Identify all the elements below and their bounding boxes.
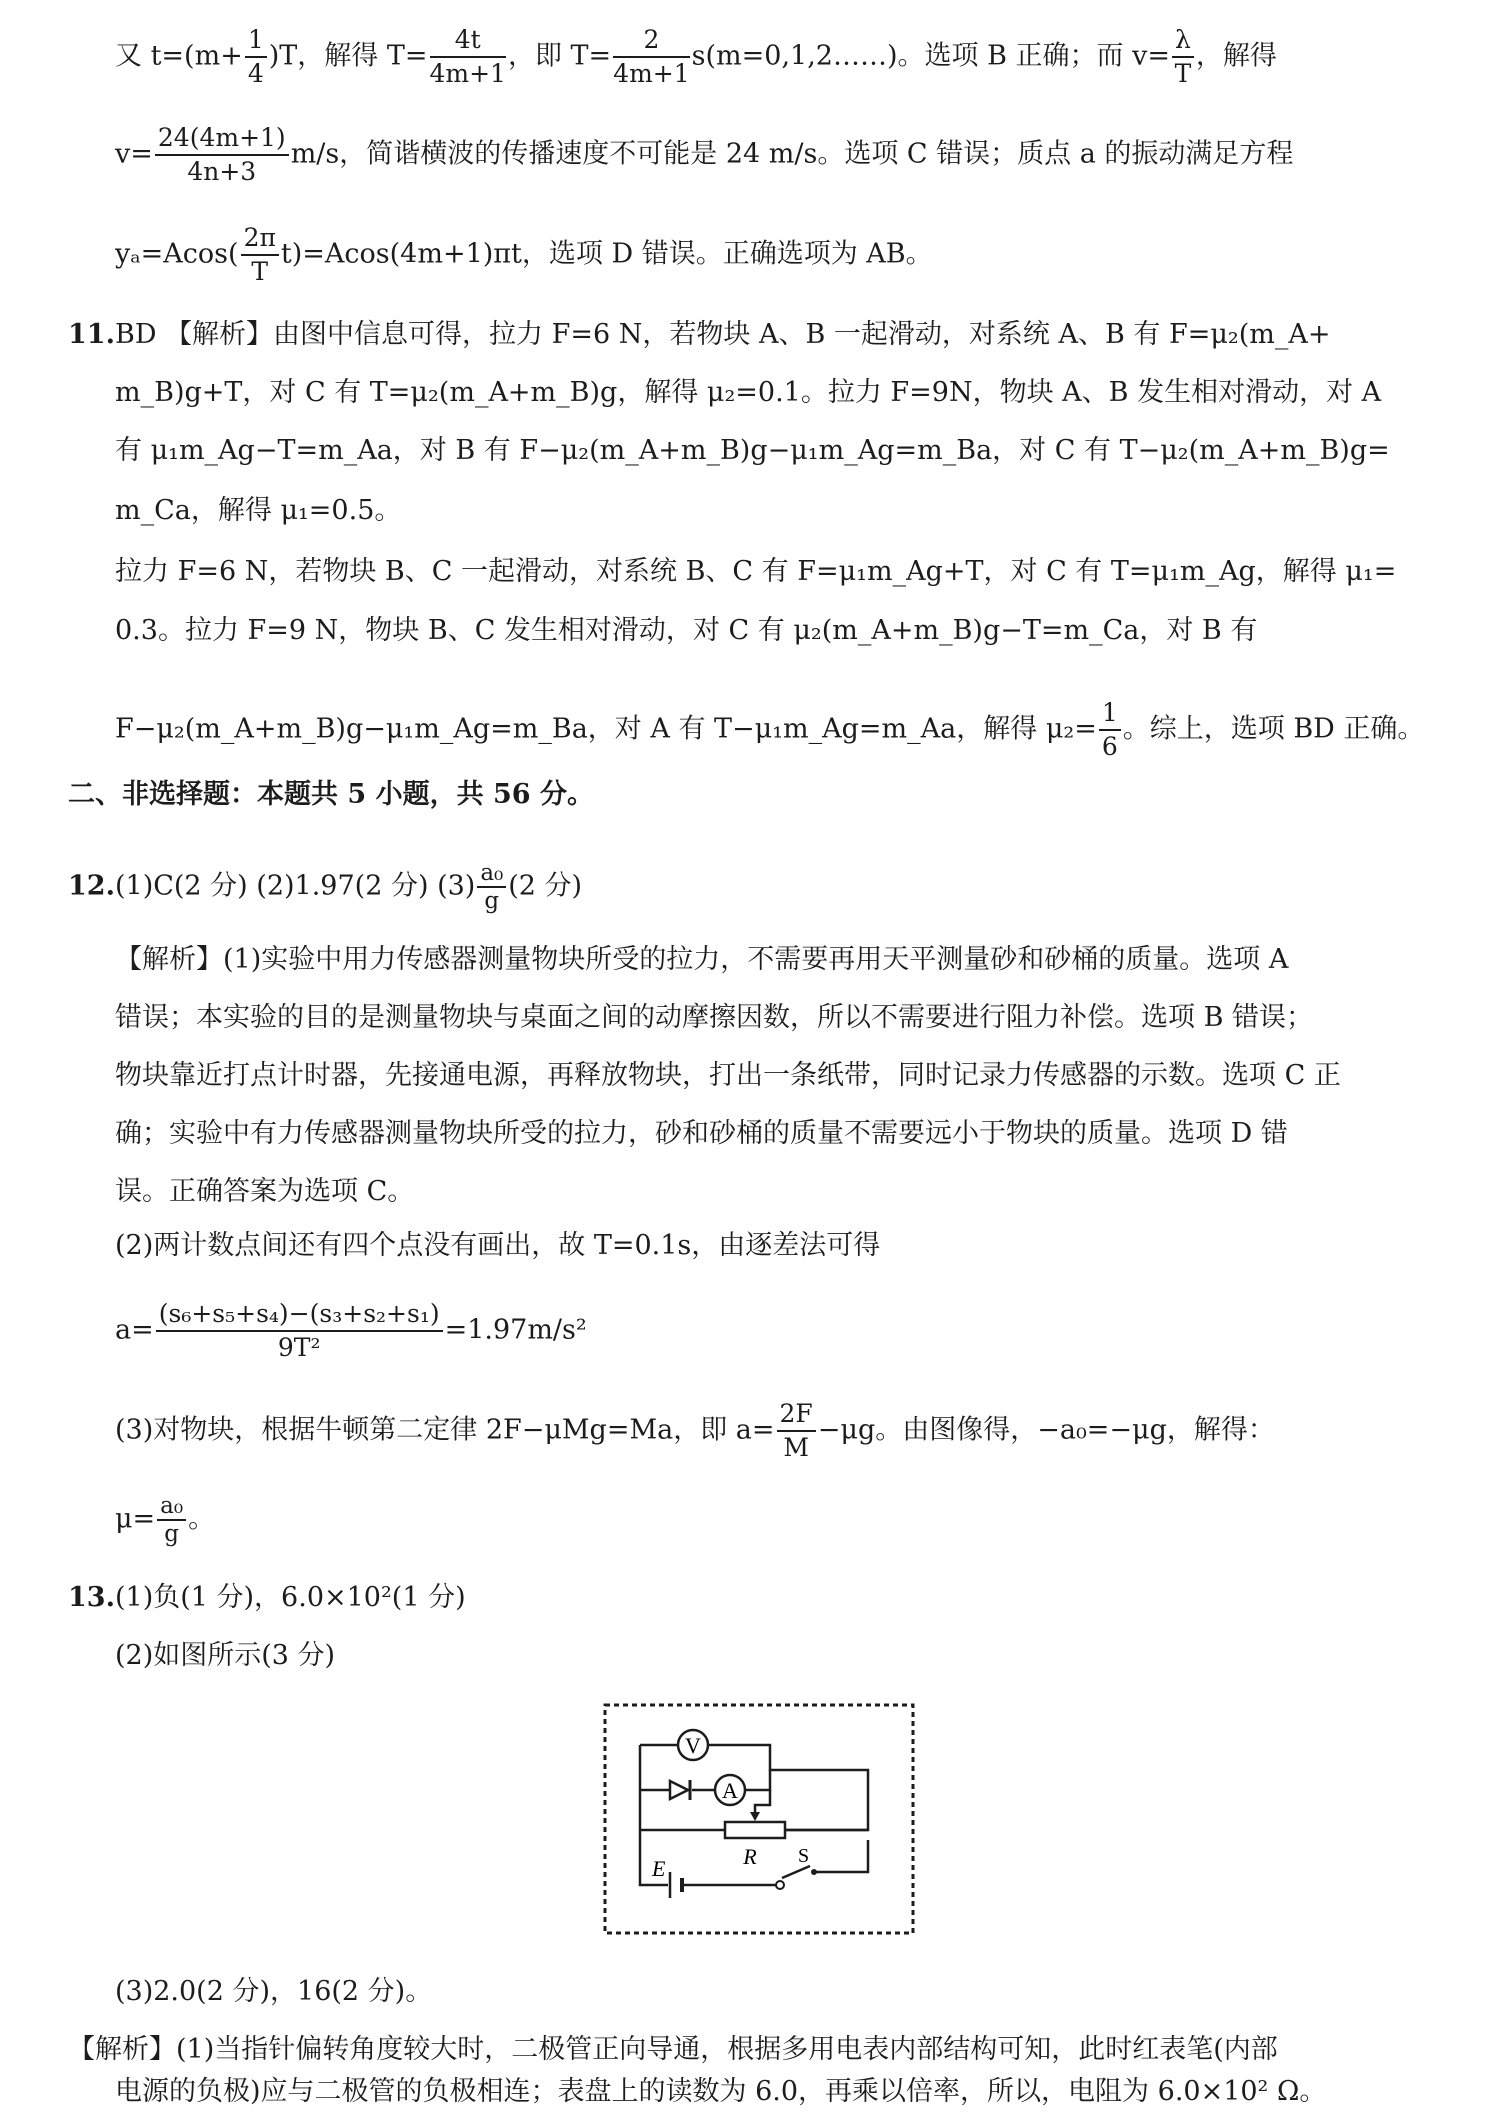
q11-line-4: m_Ca，解得 μ₁=0.5。 <box>115 495 402 526</box>
q13-answer-1: 13.(1)负(1 分)，6.0×10²(1 分) <box>68 1582 466 1613</box>
q11-line-1: 11.BD 【解析】由图中信息可得，拉力 F=6 N，若物块 A、B 一起滑动，对系统 A、B 有 F=μ₂(m_A+ <box>68 319 1331 350</box>
wire-middle <box>640 1770 770 1790</box>
q11-line-7: F−μ₂(m_A+m_B)g−μ₁m_Ag=m_Ba，对 A 有 T−μ₁m_Ag=m_Aa，解得 μ₂= $\frac{1}{6}$ 。综上，选项 BD 正确。 <box>115 698 1425 761</box>
q12-analysis-8: μ= $\frac{\text{a₀}}{g}$ 。 <box>115 1493 216 1547</box>
q13-answer-3: (3)2.0(2 分)，16(2 分)。 <box>115 1976 433 2007</box>
q12-analysis-7: (3)对物块，根据牛顿第二定律 2F−μMg=Ma，即 a= $\frac{2F}{M}$ −μg。由图像得，−a₀=−μg，解得： <box>115 1399 1275 1462</box>
q12-analysis-6: (2)两计数点间还有四个点没有画出，故 T=0.1s，由逐差法可得 <box>115 1230 881 1261</box>
section-heading: 二、非选择题：本题共 5 小题，共 56 分。 <box>68 779 594 810</box>
q12-difference-formula: a= $\frac{\text{(s₆+s₅+s₄)−(s₃+s₂+s₁)}}{\text{9T²}}$ =1.97m/s² <box>115 1299 587 1362</box>
switch-label: S <box>798 1845 810 1867</box>
fraction: $\frac{1}{6}$ <box>1099 697 1121 763</box>
q12-analysis-1: 【解析】(1)实验中用力传感器测量物块所受的拉力，不需要再用天平测量砂和砂桶的质量。选项 A <box>115 944 1289 975</box>
q13-analysis-1: 【解析】(1)当指针偏转角度较大时，二极管正向导通，根据多用电表内部结构可知，此时红表笔(内部 <box>68 2034 1278 2065</box>
diode-icon <box>670 1781 688 1799</box>
question-number: 12. <box>68 870 115 902</box>
q11-line-2: m_B)g+T，对 C 有 T=μ₂(m_A+m_B)g，解得 μ₂=0.1。拉力 F=9N，物块 A、B 发生相对滑动，对 A <box>115 377 1382 408</box>
text: 又 t=(m+ <box>115 40 243 72</box>
q12-analysis-2: 错误；本实验的目的是测量物块与桌面之间的动摩擦因数，所以不需要进行阻力补偿。选项 B 错误； <box>115 1002 1314 1033</box>
fraction: $\frac{4t}{4m+1}$ <box>429 25 506 88</box>
question-number: 13. <box>68 1582 115 1613</box>
q11-line-3: 有 μ₁m_Ag−T=m_Aa，对 B 有 F−μ₂(m_A+m_B)g−μ₁m_Ag=m_Ba，对 C 有 T−μ₂(m_A+m_B)g= <box>115 435 1390 466</box>
voltmeter-label: V <box>685 1733 701 1758</box>
fraction: $\frac{1}{4}$ <box>245 24 267 90</box>
fraction: $\frac{2F}{M}$ <box>777 1398 816 1464</box>
fraction: $\frac{2}{4m+1}$ <box>613 25 690 88</box>
q12-answers: 12.(1)C(2 分) (2)1.97(2 分) (3) $\frac{\text{a₀}}{g}$ (2 分) <box>68 860 583 914</box>
circuit-diagram <box>600 1700 920 1940</box>
fraction: $\frac{\text{a₀}}{g}$ <box>477 860 506 914</box>
line-vibration-equation: yₐ=Acos( $\frac{2\pi}{T}$ t)=Acos(4m+1)πt，选项 D 错误。正确选项为 AB。 <box>115 223 933 286</box>
switch-contact <box>811 1869 817 1875</box>
fraction: $\frac{\lambda}{T}$ <box>1172 24 1194 90</box>
rheostat-label: R <box>743 1844 757 1869</box>
fraction: $\frac{2\pi}{T}$ <box>241 222 279 288</box>
battery-label: E <box>652 1856 666 1881</box>
q12-analysis-4: 确；实验中有力传感器测量物块所受的拉力，砂和砂桶的质量不需要远小于物块的质量。选项 D 错 <box>115 1118 1288 1149</box>
q13-answer-2: (2)如图所示(3 分) <box>115 1640 336 1671</box>
ammeter-label: A <box>722 1778 738 1803</box>
q12-analysis-3: 物块靠近打点计时器，先接通电源，再释放物块，打出一条纸带，同时记录力传感器的示数。选项 C 正 <box>115 1060 1341 1091</box>
question-number: 11. <box>68 319 115 350</box>
q11-line-5: 拉力 F=6 N，若物块 B、C 一起滑动，对系统 B、C 有 F=μ₁m_Ag+T，对 C 有 T=μ₁m_Ag，解得 μ₁= <box>115 556 1397 587</box>
line-velocity-formula: v= $\frac{24(4m+1)}{4n+3}$ m/s，简谐横波的传播速度不可能是 24 m/s。选项 C 错误；质点 a 的振动满足方程 <box>115 123 1294 186</box>
q11-line-6: 0.3。拉力 F=9 N，物块 B、C 发生相对滑动，对 C 有 μ₂(m_A+m_B)g−T=m_Ca，对 B 有 <box>115 615 1258 646</box>
fraction: $\frac{24(4m+1)}{4n+3}$ <box>155 122 289 188</box>
rheostat-icon <box>725 1822 785 1838</box>
slider-arrow <box>750 1812 760 1821</box>
q12-analysis-5: 误。正确答案为选项 C。 <box>115 1176 415 1207</box>
switch-icon <box>776 1881 784 1889</box>
fraction: $\frac{\text{a₀}}{g}$ <box>157 1493 186 1547</box>
line-period-formula: 又 t=(m+ $\frac{1}{4}$ )T，解得 T= $\frac{4t}{4m+1}$ ，即 T= $\frac{2}{4m+1}$ s(m=0,1,2……)。选项 B 正确；而 v= $\frac{\lambda}{T}$ ，解得 <box>115 25 1277 88</box>
q13-analysis-2: 电源的负极)应与二极管的负极相连；表盘上的读数为 6.0，再乘以倍率，所以，电阻为 6.0×10² Ω。 <box>115 2076 1327 2107</box>
fraction: $\frac{\text{(s₆+s₅+s₄)−(s₃+s₂+s₁)}}{\text{9T²}}$ <box>156 1298 443 1364</box>
